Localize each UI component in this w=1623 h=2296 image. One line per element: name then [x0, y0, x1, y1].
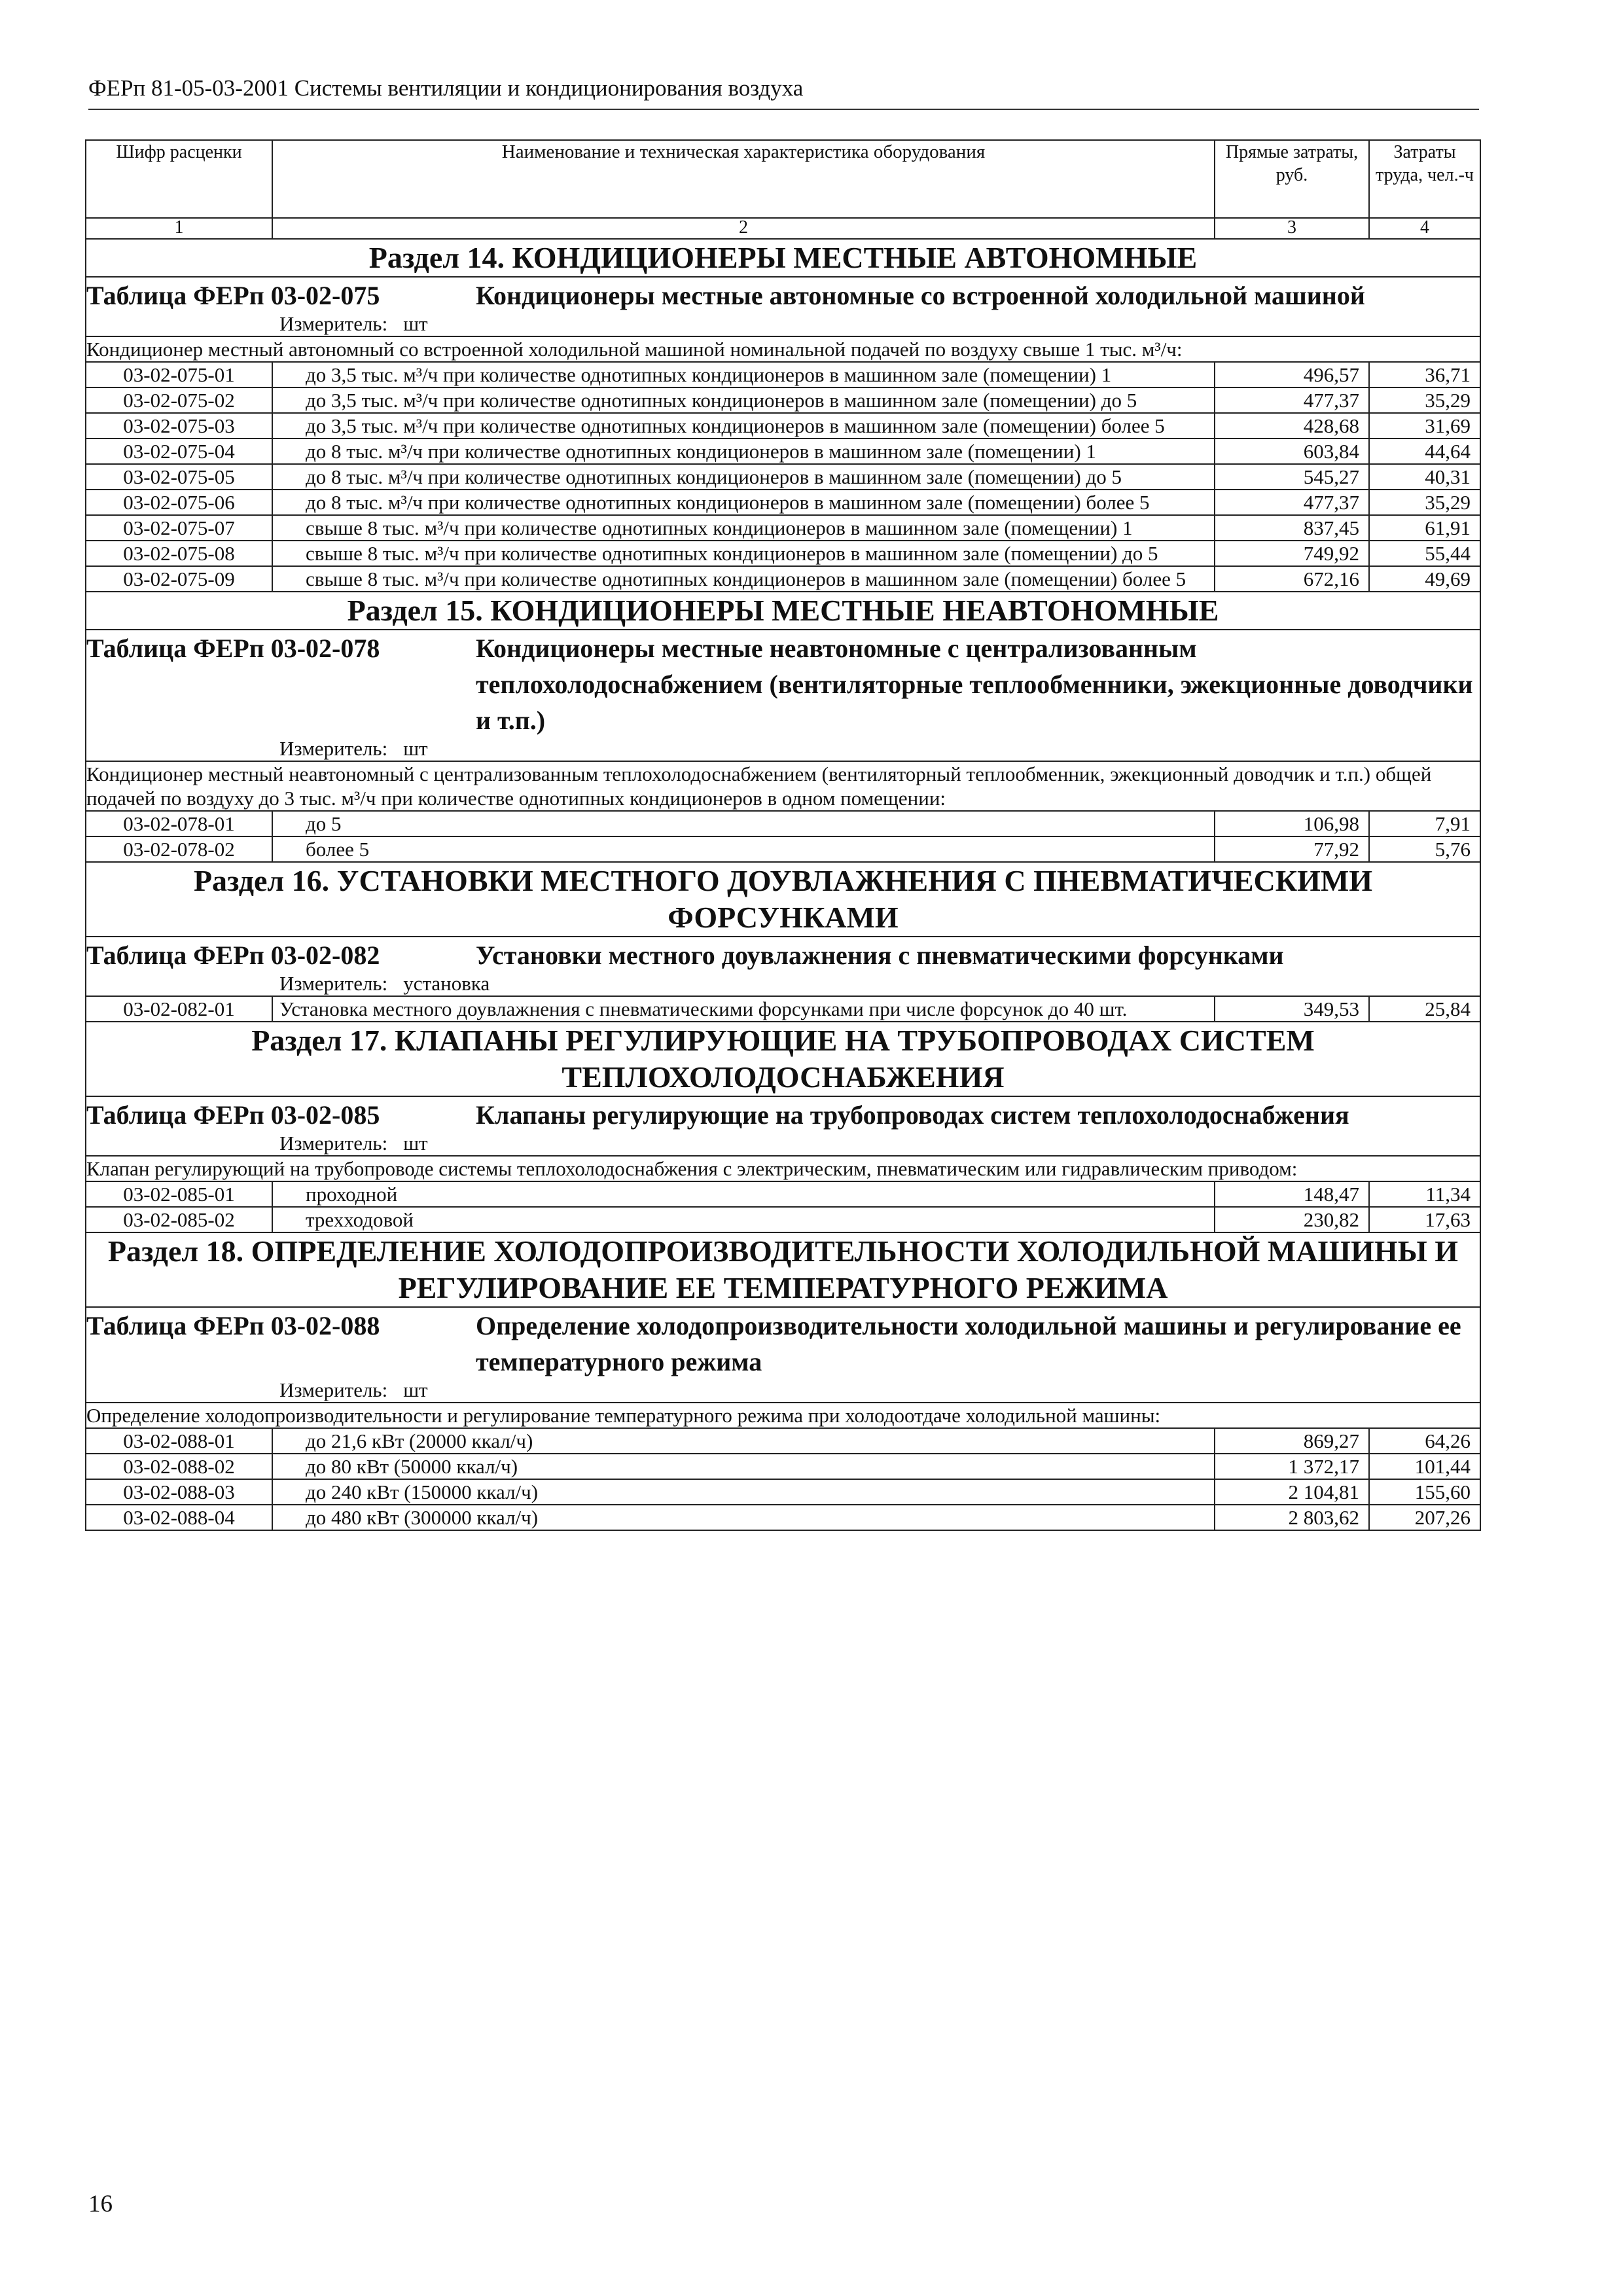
- direct-cost: 477,37: [1215, 387, 1369, 413]
- description: Кондиционер местный неавтономный с централизованным теплохолодоснабжением (вентиляторный теплообменник, эжекционный доводчик и т.п.) общей подачей по воздуху до 3 тыс. м³/ч при количестве однотипных кондиционеров в одном помещении:: [86, 761, 1480, 811]
- table-row: [86, 996, 1480, 1022]
- table-row: [86, 1207, 1480, 1232]
- rates-table: [85, 139, 1481, 1531]
- labor-cost: 61,91: [1369, 515, 1480, 541]
- rate-code: 03-02-075-07: [86, 515, 272, 541]
- column-number: 2: [272, 218, 1215, 239]
- table-heading-row: [86, 1096, 1480, 1156]
- direct-cost: 349,53: [1215, 996, 1369, 1022]
- labor-cost: 35,29: [1369, 490, 1480, 515]
- measure-unit: шт: [403, 312, 428, 335]
- table-heading: [86, 1096, 1480, 1156]
- table-row: [86, 566, 1480, 592]
- labor-cost: 49,69: [1369, 566, 1480, 592]
- table-title-line: [86, 630, 1480, 738]
- labor-cost: 36,71: [1369, 362, 1480, 387]
- table-heading: [86, 937, 1480, 996]
- table-code: Таблица ФЕРп 03-02-078: [86, 634, 380, 663]
- table-row: [86, 811, 1480, 836]
- labor-cost: 31,69: [1369, 413, 1480, 439]
- rate-name: свыше 8 тыс. м³/ч при количестве однотипных кондиционеров в машинном зале (помещении) до 5: [272, 541, 1215, 566]
- direct-cost: 2 104,81: [1215, 1479, 1369, 1505]
- table-row: [86, 1505, 1480, 1530]
- table-title: Кондиционеры местные автономные со встроенной холодильной машиной: [476, 281, 1365, 310]
- section-title: Раздел 15. КОНДИЦИОНЕРЫ МЕСТНЫЕ НЕАВТОНОМНЫЕ: [86, 592, 1480, 630]
- rate-code: 03-02-075-03: [86, 413, 272, 439]
- measure-unit: шт: [403, 1378, 428, 1401]
- direct-cost: 749,92: [1215, 541, 1369, 566]
- table-row: [86, 439, 1480, 464]
- rate-name: до 3,5 тыс. м³/ч при количестве однотипных кондиционеров в машинном зале (помещении) более 5: [272, 413, 1215, 439]
- description: Кондиционер местный автономный со встроенной холодильной машиной номинальной подачей по воздуху свыше 1 тыс. м³/ч:: [86, 336, 1480, 362]
- measure-label: Измеритель:: [279, 737, 388, 760]
- measure-label: Измеритель:: [279, 1378, 388, 1401]
- rate-name: до 3,5 тыс. м³/ч при количестве однотипных кондиционеров в машинном зале (помещении) до 5: [272, 387, 1215, 413]
- measure-unit: шт: [403, 1132, 428, 1155]
- labor-cost: 101,44: [1369, 1454, 1480, 1479]
- rate-code: 03-02-088-01: [86, 1428, 272, 1454]
- table-row: [86, 362, 1480, 387]
- column-header-labor: Затраты труда, чел.-ч: [1369, 140, 1480, 218]
- rate-name: до 240 кВт (150000 ккал/ч): [272, 1479, 1215, 1505]
- table-heading: [86, 630, 1480, 761]
- table-heading-row: [86, 630, 1480, 761]
- direct-cost: 603,84: [1215, 439, 1369, 464]
- table-row: [86, 1454, 1480, 1479]
- measure-label: Измеритель:: [279, 312, 388, 335]
- column-number: 4: [1369, 218, 1480, 239]
- description-row: [86, 1156, 1480, 1181]
- rate-name: до 3,5 тыс. м³/ч при количестве однотипных кондиционеров в машинном зале (помещении) 1: [272, 362, 1215, 387]
- direct-cost: 106,98: [1215, 811, 1369, 836]
- labor-cost: 64,26: [1369, 1428, 1480, 1454]
- direct-cost: 428,68: [1215, 413, 1369, 439]
- direct-cost: 496,57: [1215, 362, 1369, 387]
- description: Определение холодопроизводительности и регулирование температурного режима при холодоотдаче холодильной машины:: [86, 1403, 1480, 1428]
- section-title-row: [86, 1232, 1480, 1307]
- measure-line: [86, 1132, 1480, 1155]
- rate-code: 03-02-088-04: [86, 1505, 272, 1530]
- direct-cost: 148,47: [1215, 1181, 1369, 1207]
- rate-code: 03-02-085-02: [86, 1207, 272, 1232]
- direct-cost: 1 372,17: [1215, 1454, 1369, 1479]
- rate-code: 03-02-075-05: [86, 464, 272, 490]
- table-code: Таблица ФЕРп 03-02-075: [86, 281, 380, 310]
- section-title-row: [86, 862, 1480, 937]
- rate-code: 03-02-075-01: [86, 362, 272, 387]
- table-code: Таблица ФЕРп 03-02-085: [86, 1100, 380, 1130]
- measure-unit: шт: [403, 737, 428, 760]
- rate-code: 03-02-078-01: [86, 811, 272, 836]
- rate-name: до 80 кВт (50000 ккал/ч): [272, 1454, 1215, 1479]
- measure-line: [86, 1378, 1480, 1402]
- rate-name: до 8 тыс. м³/ч при количестве однотипных кондиционеров в машинном зале (помещении) до 5: [272, 464, 1215, 490]
- measure-label: Измеритель:: [279, 972, 388, 995]
- column-header-name: Наименование и техническая характеристика оборудования: [272, 140, 1215, 218]
- rate-code: 03-02-088-03: [86, 1479, 272, 1505]
- rate-code: 03-02-088-02: [86, 1454, 272, 1479]
- rate-code: 03-02-085-01: [86, 1181, 272, 1207]
- table-row: [86, 464, 1480, 490]
- description: Клапан регулирующий на трубопроводе системы теплохолодоснабжения с электрическим, пневматическим или гидравлическим приводом:: [86, 1156, 1480, 1181]
- table-row: [86, 413, 1480, 439]
- measure-line: [86, 972, 1480, 996]
- table-row: [86, 387, 1480, 413]
- rate-name: трехходовой: [272, 1207, 1215, 1232]
- direct-cost: 837,45: [1215, 515, 1369, 541]
- description-row: [86, 761, 1480, 811]
- labor-cost: 11,34: [1369, 1181, 1480, 1207]
- direct-cost: 2 803,62: [1215, 1505, 1369, 1530]
- table-title-line: [86, 278, 1480, 314]
- labor-cost: 40,31: [1369, 464, 1480, 490]
- labor-cost: 35,29: [1369, 387, 1480, 413]
- table-heading-row: [86, 277, 1480, 336]
- description-row: [86, 336, 1480, 362]
- table-title-line: [86, 1308, 1480, 1380]
- running-header: ФЕРп 81-05-03-2001 Системы вентиляции и кондиционирования воздуха: [88, 75, 804, 101]
- direct-cost: 477,37: [1215, 490, 1369, 515]
- rate-code: 03-02-075-02: [86, 387, 272, 413]
- column-header-cost: Прямые затраты, руб.: [1215, 140, 1369, 218]
- direct-cost: 672,16: [1215, 566, 1369, 592]
- table-title: Определение холодопроизводительности холодильной машины и регулирование ее температурного режима: [476, 1311, 1461, 1376]
- rate-name: Установка местного доувлажнения с пневматическими форсунками при числе форсунок до 40 шт.: [272, 996, 1215, 1022]
- labor-cost: 155,60: [1369, 1479, 1480, 1505]
- section-title-row: [86, 592, 1480, 630]
- table-row: [86, 836, 1480, 862]
- measure-unit: установка: [403, 972, 490, 995]
- table-row: [86, 541, 1480, 566]
- column-number-row: [86, 218, 1480, 239]
- rate-code: 03-02-078-02: [86, 836, 272, 862]
- labor-cost: 44,64: [1369, 439, 1480, 464]
- table-row: [86, 1479, 1480, 1505]
- labor-cost: 17,63: [1369, 1207, 1480, 1232]
- table-title: Клапаны регулирующие на трубопроводах систем теплохолодоснабжения: [476, 1100, 1349, 1130]
- rate-name: до 21,6 кВт (20000 ккал/ч): [272, 1428, 1215, 1454]
- table-heading: [86, 277, 1480, 336]
- section-title: Раздел 14. КОНДИЦИОНЕРЫ МЕСТНЫЕ АВТОНОМНЫЕ: [86, 239, 1480, 277]
- rate-code: 03-02-075-09: [86, 566, 272, 592]
- section-title-row: [86, 239, 1480, 277]
- direct-cost: 77,92: [1215, 836, 1369, 862]
- rate-code: 03-02-082-01: [86, 996, 272, 1022]
- rate-name: до 5: [272, 811, 1215, 836]
- table-title-line: [86, 937, 1480, 973]
- measure-line: [86, 737, 1480, 761]
- table-row: [86, 515, 1480, 541]
- column-number: 1: [86, 218, 272, 239]
- section-title: Раздел 17. КЛАПАНЫ РЕГУЛИРУЮЩИЕ НА ТРУБОПРОВОДАХ СИСТЕМ ТЕПЛОХОЛОДОСНАБЖЕНИЯ: [86, 1022, 1480, 1096]
- column-header-code: Шифр расценки: [86, 140, 272, 218]
- header-rule: [88, 109, 1479, 110]
- column-number: 3: [1215, 218, 1369, 239]
- section-title: Раздел 18. ОПРЕДЕЛЕНИЕ ХОЛОДОПРОИЗВОДИТЕЛЬНОСТИ ХОЛОДИЛЬНОЙ МАШИНЫ И РЕГУЛИРОВАНИЕ ЕЕ ТЕМПЕРАТУРНОГО РЕЖИМА: [86, 1232, 1480, 1307]
- page-number: 16: [88, 2191, 113, 2217]
- labor-cost: 5,76: [1369, 836, 1480, 862]
- table-heading-row: [86, 1307, 1480, 1403]
- table-title: Установки местного доувлажнения с пневматическими форсунками: [476, 941, 1284, 970]
- direct-cost: 869,27: [1215, 1428, 1369, 1454]
- table-row: [86, 490, 1480, 515]
- labor-cost: 207,26: [1369, 1505, 1480, 1530]
- table-heading-row: [86, 937, 1480, 996]
- table-heading: [86, 1307, 1480, 1403]
- rate-name: свыше 8 тыс. м³/ч при количестве однотипных кондиционеров в машинном зале (помещении) 1: [272, 515, 1215, 541]
- table-code: Таблица ФЕРп 03-02-082: [86, 941, 380, 970]
- table-row: [86, 1181, 1480, 1207]
- rate-code: 03-02-075-04: [86, 439, 272, 464]
- rate-name: более 5: [272, 836, 1215, 862]
- rate-name: до 480 кВт (300000 ккал/ч): [272, 1505, 1215, 1530]
- measure-line: [86, 312, 1480, 336]
- measure-label: Измеритель:: [279, 1132, 388, 1155]
- rate-name: до 8 тыс. м³/ч при количестве однотипных кондиционеров в машинном зале (помещении) более 5: [272, 490, 1215, 515]
- table-title: Кондиционеры местные неавтономные с централизованным теплохолодоснабжением (вентиляторные теплообменники, эжекционные доводчики и т.п.): [476, 634, 1473, 735]
- table-row: [86, 1428, 1480, 1454]
- section-title: Раздел 16. УСТАНОВКИ МЕСТНОГО ДОУВЛАЖНЕНИЯ С ПНЕВМАТИЧЕСКИМИ ФОРСУНКАМИ: [86, 862, 1480, 937]
- column-header-row: [86, 140, 1480, 218]
- labor-cost: 55,44: [1369, 541, 1480, 566]
- rate-name: проходной: [272, 1181, 1215, 1207]
- direct-cost: 230,82: [1215, 1207, 1369, 1232]
- rate-code: 03-02-075-08: [86, 541, 272, 566]
- rate-name: до 8 тыс. м³/ч при количестве однотипных кондиционеров в машинном зале (помещении) 1: [272, 439, 1215, 464]
- rate-code: 03-02-075-06: [86, 490, 272, 515]
- direct-cost: 545,27: [1215, 464, 1369, 490]
- rate-name: свыше 8 тыс. м³/ч при количестве однотипных кондиционеров в машинном зале (помещении) более 5: [272, 566, 1215, 592]
- section-title-row: [86, 1022, 1480, 1096]
- labor-cost: 25,84: [1369, 996, 1480, 1022]
- labor-cost: 7,91: [1369, 811, 1480, 836]
- table-code: Таблица ФЕРп 03-02-088: [86, 1311, 380, 1340]
- table-title-line: [86, 1097, 1480, 1133]
- description-row: [86, 1403, 1480, 1428]
